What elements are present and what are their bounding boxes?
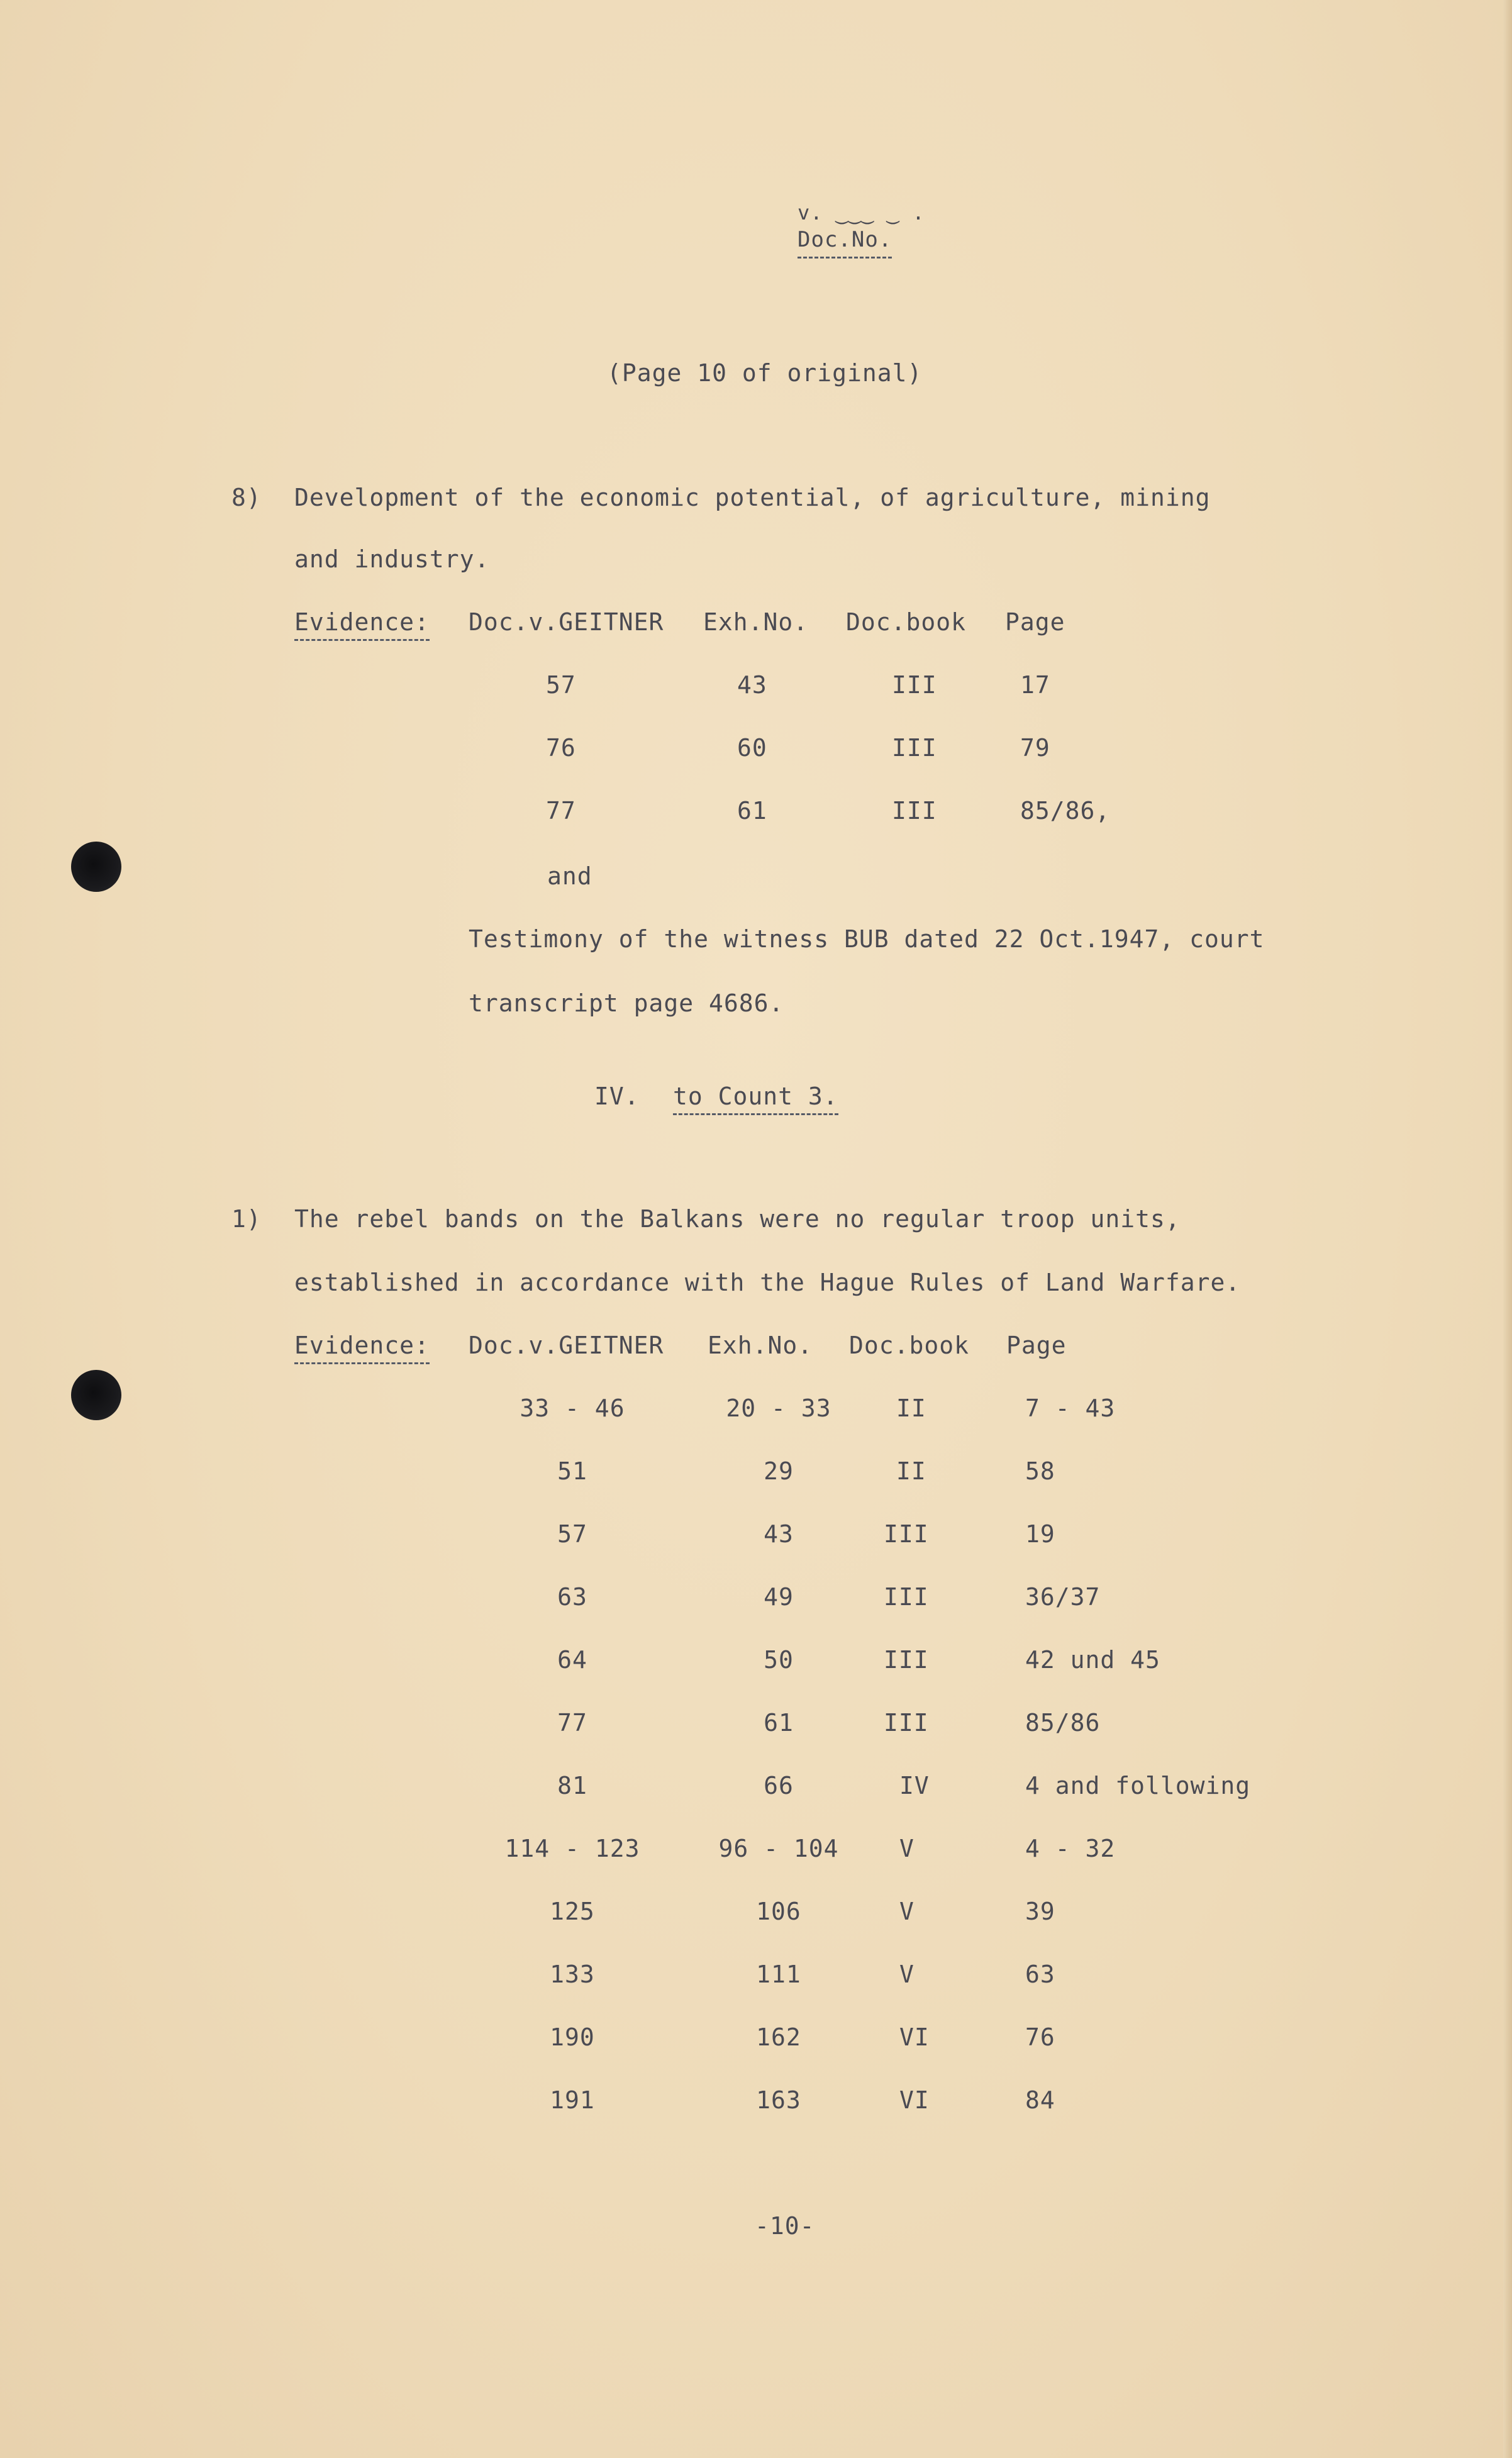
table-cell: 106 xyxy=(756,1898,801,1925)
table-cell: 29 xyxy=(764,1457,794,1485)
table-cell: 61 xyxy=(764,1709,794,1737)
table-cell: 77 xyxy=(546,797,576,825)
table-cell: 133 xyxy=(550,1960,595,1988)
table-cell: III xyxy=(884,1520,929,1548)
table-cell: V xyxy=(899,1960,914,1988)
table-cell: 76 xyxy=(1025,2023,1055,2051)
table-cell: 20 - 33 xyxy=(726,1394,831,1422)
page-reference: (Page 10 of original) xyxy=(607,359,923,387)
table-cell: 58 xyxy=(1025,1457,1055,1485)
table-cell: 61 xyxy=(737,797,767,825)
testimony-line1: Testimony of the witness BUB dated 22 Oct.1947, court xyxy=(469,925,1265,953)
table-cell: V xyxy=(899,1898,914,1925)
table-cell: IV xyxy=(899,1772,930,1799)
section-1-number: 1) xyxy=(231,1205,262,1233)
table-cell: 79 xyxy=(1020,734,1050,762)
table-cell: II xyxy=(896,1394,926,1422)
table-cell: III xyxy=(892,671,937,699)
table-cell: 39 xyxy=(1025,1898,1055,1925)
section-8-evidence-label: Evidence: xyxy=(294,608,430,641)
table-cell: 57 xyxy=(546,671,576,699)
table-cell: 4 and following xyxy=(1025,1772,1251,1799)
section-8-header-doc: Doc.v.GEITNER xyxy=(469,608,664,636)
table-cell: 17 xyxy=(1020,671,1050,699)
table-cell: 125 xyxy=(550,1898,595,1925)
section-8-text-line2: and industry. xyxy=(294,545,490,573)
table-cell: III xyxy=(892,797,937,825)
section-8-header-page: Page xyxy=(1005,608,1065,636)
section-1-header-doc: Doc.v.GEITNER xyxy=(469,1332,664,1359)
table-cell: 42 und 45 xyxy=(1025,1646,1160,1674)
table-cell: 57 xyxy=(557,1520,587,1548)
section-8-and: and xyxy=(547,862,592,890)
section-1-header-page: Page xyxy=(1006,1332,1067,1359)
table-cell: III xyxy=(884,1583,929,1611)
table-cell: 43 xyxy=(764,1520,794,1548)
table-cell: 63 xyxy=(1025,1960,1055,1988)
table-cell: 7 - 43 xyxy=(1025,1394,1116,1422)
table-cell: 85/86, xyxy=(1020,797,1111,825)
table-cell: 50 xyxy=(764,1646,794,1674)
section-8-header-exh: Exh.No. xyxy=(703,608,809,636)
section-8-header-book: Doc.book xyxy=(846,608,967,636)
table-cell: 33 - 46 xyxy=(520,1394,625,1422)
table-cell: 111 xyxy=(756,1960,801,1988)
table-cell: III xyxy=(892,734,937,762)
table-cell: 81 xyxy=(557,1772,587,1799)
doc-number-label: Doc.No. xyxy=(798,225,892,259)
punch-hole-bottom xyxy=(71,1370,121,1420)
table-cell: III xyxy=(884,1646,929,1674)
testimony-line2: transcript page 4686. xyxy=(469,989,784,1017)
table-cell: 43 xyxy=(737,671,767,699)
table-cell: VI xyxy=(899,2086,930,2114)
section-1-header-book: Doc.book xyxy=(849,1332,970,1359)
section-1-text-line1: The rebel bands on the Balkans were no regular troop units, xyxy=(294,1205,1181,1233)
page-edge xyxy=(1503,0,1512,2458)
table-cell: 51 xyxy=(557,1457,587,1485)
table-cell: 84 xyxy=(1025,2086,1055,2114)
section-8-text-line1: Development of the economic potential, of agriculture, mining xyxy=(294,484,1211,511)
table-cell: 191 xyxy=(550,2086,595,2114)
table-cell: III xyxy=(884,1709,929,1737)
table-cell: V xyxy=(899,1835,914,1862)
table-cell: 63 xyxy=(557,1583,587,1611)
table-cell: 66 xyxy=(764,1772,794,1799)
section-1-evidence-label: Evidence: xyxy=(294,1331,430,1364)
table-cell: 77 xyxy=(557,1709,587,1737)
count-heading-numeral: IV. xyxy=(594,1082,640,1110)
doc-stamp-line1: v. ‿‿‿ ‿ . xyxy=(798,201,925,225)
table-cell: 162 xyxy=(756,2023,801,2051)
table-cell: 60 xyxy=(737,734,767,762)
table-cell: 49 xyxy=(764,1583,794,1611)
table-cell: 4 - 32 xyxy=(1025,1835,1116,1862)
punch-hole-top xyxy=(71,842,121,892)
section-1-header-exh: Exh.No. xyxy=(708,1332,813,1359)
page-number: -10- xyxy=(755,2212,815,2240)
table-cell: 19 xyxy=(1025,1520,1055,1548)
table-cell: 36/37 xyxy=(1025,1583,1101,1611)
section-1-text-line2: established in accordance with the Hague Rules of Land Warfare. xyxy=(294,1269,1241,1296)
count-heading-text: to Count 3. xyxy=(673,1082,838,1115)
table-cell: 163 xyxy=(756,2086,801,2114)
table-cell: II xyxy=(896,1457,926,1485)
table-cell: 76 xyxy=(546,734,576,762)
table-cell: 190 xyxy=(550,2023,595,2051)
table-cell: 96 - 104 xyxy=(718,1835,839,1862)
section-8-number: 8) xyxy=(231,484,262,511)
table-cell: VI xyxy=(899,2023,930,2051)
table-cell: 64 xyxy=(557,1646,587,1674)
table-cell: 85/86 xyxy=(1025,1709,1101,1737)
table-cell: 114 - 123 xyxy=(504,1835,640,1862)
